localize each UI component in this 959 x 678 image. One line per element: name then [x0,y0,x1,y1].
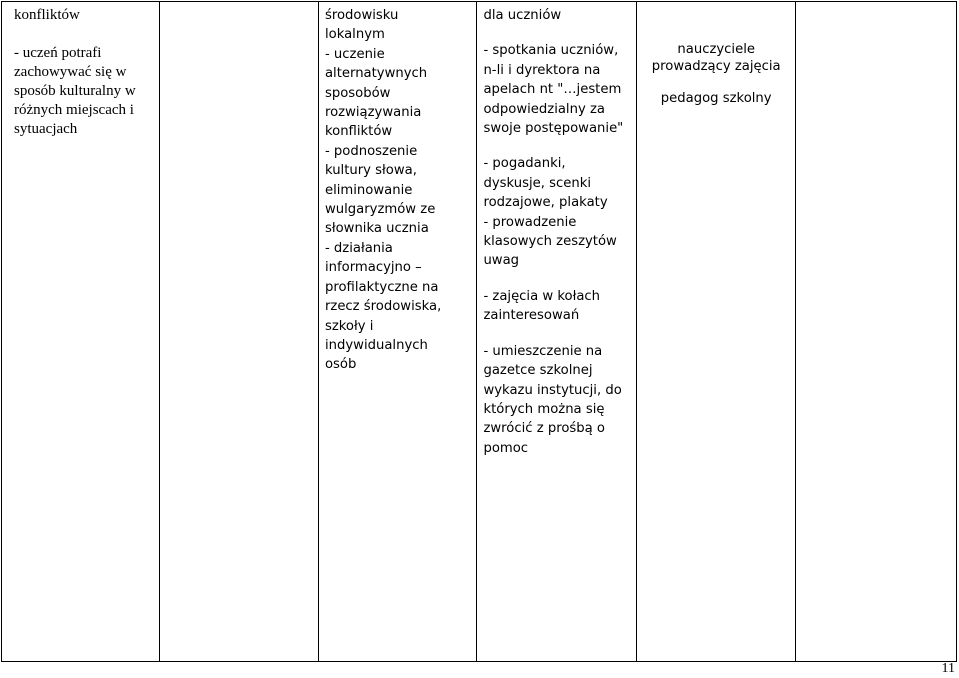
text-line: swoje postępowanie" [483,121,624,137]
text-line: profilaktyczne na [324,279,439,295]
text-line: wulgaryzmów ze [324,202,436,218]
text-line: dyskusje, scenki [483,175,592,191]
text-line: pedagog szkolny [660,91,772,106]
text-line: klasowych zeszytów [483,234,617,250]
text-line: uwag [483,253,520,269]
text-line: - działania [324,240,393,256]
col-1-cell [2,2,160,662]
text-line: konfliktów [324,124,393,140]
text-line: n-li i dyrektora na [483,62,601,78]
text-line: - prowadzenie [483,214,577,230]
col-3-cell [318,2,476,662]
text-line: których można się [483,401,605,417]
col-6-cell [796,2,957,662]
program-table [1,1,957,662]
text-line: różnych miejscach i [14,102,134,118]
text-line: - uczenie [324,46,385,62]
text-line: lokalnym [324,27,385,43]
table-row [2,2,957,662]
spacer [643,75,790,90]
text-line: - podnoszenie [324,143,418,159]
text-line: dla uczniów [483,8,562,23]
col-4-cell [477,2,637,662]
text-line: konfliktów [14,7,80,23]
spacer [483,138,630,154]
spacer [483,25,630,41]
text-line: informacyjno – [324,260,422,276]
text-line: odpowiedzialny za [483,101,605,117]
text-line: środowisku [324,8,399,23]
col-2-cell [160,2,318,662]
spacer [483,271,630,287]
text-line: słownika ucznia [324,221,429,237]
text-line: apelach nt "…jestem [483,82,622,98]
text-line: prowadzący zajęcia [651,59,781,74]
text-line: - uczeń potrafi [14,45,102,61]
text-line: sposobów [324,85,391,101]
text-line: sytuacjach [14,121,78,137]
text-line: alternatywnych [324,66,428,82]
text-line: wykazu instytucji, do [483,382,622,398]
text-line: indywidualnych [324,337,428,353]
page-number: 11 [941,661,955,676]
text-line: zwrócić z prośbą o [483,421,605,437]
text-line: - zajęcia w kołach [483,288,601,304]
text-line: sposób kulturalny w [14,83,136,99]
text-line: zainteresowań [483,308,580,324]
text-line: rodzajowe, plakaty [483,195,608,211]
text-line: - spotkania uczniów, [483,43,619,59]
text-line: zachowywać się w [14,64,127,80]
text-line: kultury słowa, [324,163,417,179]
text-line: - pogadanki, [483,156,566,172]
text-line: rozwiązywania [324,105,422,121]
text-line: osób [324,357,357,373]
text-line: eliminowanie [324,182,413,198]
text-line: nauczyciele [677,42,755,57]
text-line: - umieszczenie na [483,343,603,359]
spacer [14,25,153,44]
text-line: szkoły i [324,318,374,334]
spacer [483,326,630,342]
text-line: gazetce szkolnej [483,363,593,379]
text-line: pomoc [483,440,529,456]
col-5-cell [636,2,796,662]
text-line: rzecz środowiska, [324,299,442,315]
